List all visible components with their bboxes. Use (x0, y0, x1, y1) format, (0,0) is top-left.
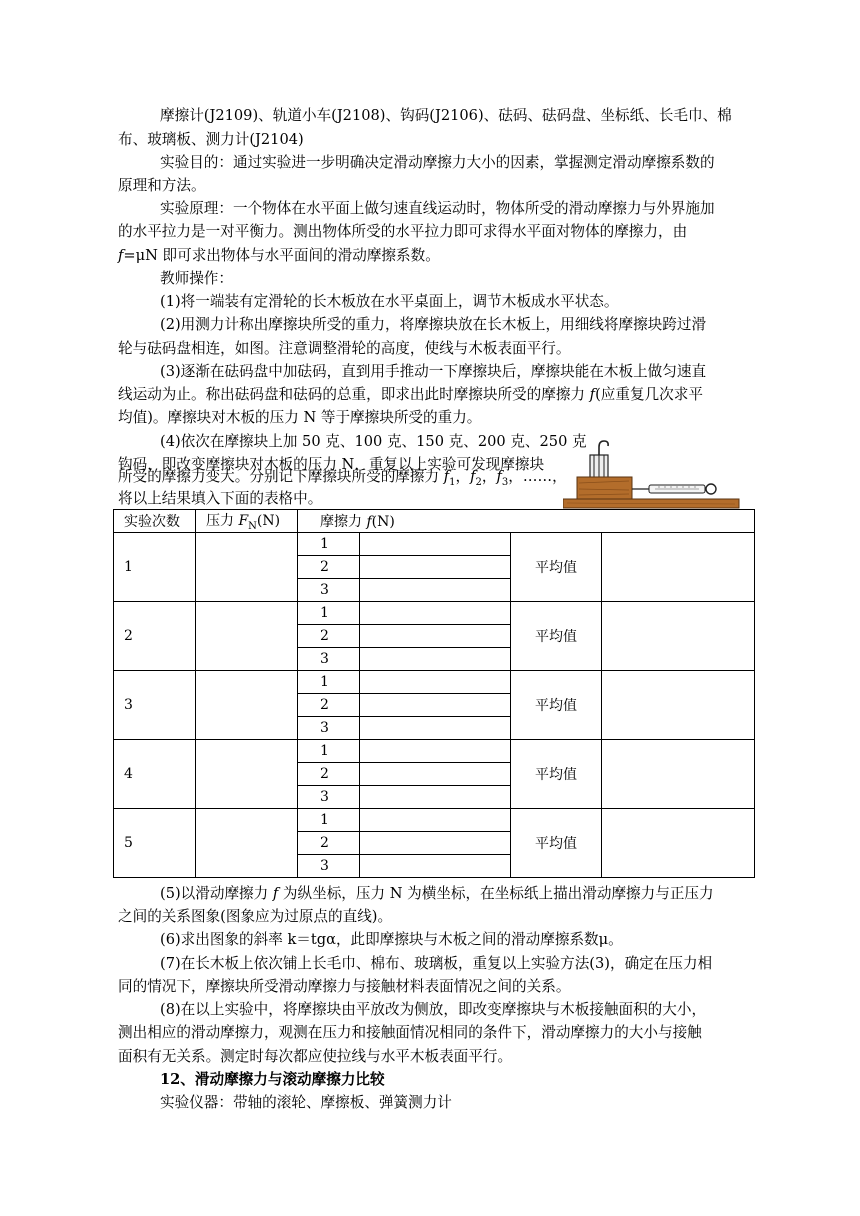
measurement-index: 2 (298, 832, 360, 855)
text-line: 实验目的：通过实验进一步明确决定滑动摩擦力大小的因素，掌握测定滑动摩擦系数的 (160, 154, 715, 171)
text-line: 将以上结果填入下面的表格中。 (118, 490, 323, 507)
trial-number: 2 (114, 602, 196, 671)
text-line: 原理和方法。 (118, 177, 206, 194)
friction-value-cell[interactable] (360, 832, 511, 855)
friction-value-cell[interactable] (360, 671, 511, 694)
measurement-index: 3 (298, 786, 360, 809)
measurement-index: 3 (298, 648, 360, 671)
table-header-row (114, 510, 755, 533)
text-line: (8)在以上实验中，将摩擦块由平放改为侧放，即改变摩擦块与木板接触面积的大小， (160, 1001, 707, 1018)
friction-value-cell[interactable] (360, 740, 511, 763)
average-label: 平均值 (511, 671, 602, 740)
friction-value-cell[interactable] (360, 763, 511, 786)
data-table (113, 509, 755, 878)
measurement-index: 2 (298, 763, 360, 786)
friction-value-cell[interactable] (360, 717, 511, 740)
text-line: 测出相应的滑动摩擦力，观测在压力和接触面情况相同的条件下，滑动摩擦力的大小与接触 (118, 1024, 702, 1041)
table-row (114, 740, 755, 763)
friction-value-cell[interactable] (360, 694, 511, 717)
text-line: (7)在长木板上依次铺上长毛巾、棉布、玻璃板，重复以上实验方法(3)，确定在压力相 (160, 955, 713, 972)
friction-value-cell[interactable] (360, 625, 511, 648)
text-line: (2)用测力计称出摩擦块所受的重力，将摩擦块放在长木板上，用细线将摩擦块跨过滑 (160, 316, 707, 333)
header-trial: 实验次数 (114, 510, 196, 533)
table-row (114, 671, 755, 694)
measurement-index: 2 (298, 556, 360, 579)
average-value-cell[interactable] (602, 809, 755, 878)
text-line: 的水平拉力是一对平衡力。测出物体所受的水平拉力即可求得水平面对物体的摩擦力，由 (118, 223, 688, 240)
text-line: (4)依次在摩擦块上加 50 克、100 克、150 克、200 克、250 克 (160, 433, 587, 450)
text-line: 摩擦计(J2109)、轨道小车(J2108)、钩码(J2106)、砝码、砝码盘、坐标纸、长毛巾、棉 (160, 107, 732, 124)
text-line: f=μN 即可求出物体与水平面间的滑动摩擦系数。 (118, 247, 440, 264)
friction-value-cell[interactable] (360, 579, 511, 602)
trial-number: 3 (114, 671, 196, 740)
pressure-cell[interactable] (196, 602, 298, 671)
measurement-index: 1 (298, 602, 360, 625)
friction-block (577, 477, 632, 499)
friction-value-cell[interactable] (360, 809, 511, 832)
average-label: 平均值 (511, 533, 602, 602)
average-label: 平均值 (511, 809, 602, 878)
average-value-cell[interactable] (602, 671, 755, 740)
text-line: 实验仪器：带轴的滚轮、摩擦板、弹簧测力计 (160, 1094, 452, 1111)
pressure-cell[interactable] (196, 740, 298, 809)
average-label: 平均值 (511, 740, 602, 809)
text-line: (3)逐渐在砝码盘中加砝码，直到用手推动一下摩擦块后，摩擦块能在木板上做匀速直 (160, 363, 707, 380)
friction-value-cell[interactable] (360, 556, 511, 579)
table-row (114, 809, 755, 832)
trial-number: 5 (114, 809, 196, 878)
text-line: 钩码，即改变摩擦块对木板的压力 N，重复以上实验可发现摩擦块 (118, 456, 545, 473)
pressure-cell[interactable] (196, 671, 298, 740)
text-line: 面积有无关系。测定时每次都应使拉线与水平木板表面平行。 (118, 1048, 513, 1065)
text-line: 布、玻璃板、测力计(J2104) (118, 131, 304, 148)
ring-icon (706, 484, 716, 494)
apparatus-illustration (563, 437, 741, 509)
text-line: 之间的关系图象(图象应为过原点的直线)。 (118, 908, 393, 925)
header-friction: 摩擦力 f(N) (298, 510, 755, 533)
friction-value-cell[interactable] (360, 786, 511, 809)
friction-value-cell[interactable] (360, 648, 511, 671)
measurement-index: 2 (298, 694, 360, 717)
average-value-cell[interactable] (602, 740, 755, 809)
measurement-index: 1 (298, 740, 360, 763)
text-line: 实验原理：一个物体在水平面上做匀速直线运动时，物体所受的滑动摩擦力与外界施加 (160, 200, 715, 217)
friction-value-cell[interactable] (360, 602, 511, 625)
average-value-cell[interactable] (602, 533, 755, 602)
friction-value-cell[interactable] (360, 533, 511, 556)
trial-number: 4 (114, 740, 196, 809)
text-line: 教师操作： (160, 270, 233, 287)
text-line: (1)将一端装有定滑轮的长木板放在水平桌面上，调节木板成水平状态。 (160, 293, 619, 310)
trial-number: 1 (114, 533, 196, 602)
pressure-cell[interactable] (196, 533, 298, 602)
measurement-index: 1 (298, 809, 360, 832)
pressure-cell[interactable] (196, 809, 298, 878)
text-line: 均值)。摩擦块对木板的压力 N 等于摩擦块所受的重力。 (118, 409, 482, 426)
text-line: 所受的摩擦力变大。分别记下摩擦块所受的摩擦力 $f_1$，$f_2$，$f_3$，……， (118, 468, 567, 488)
text-line: 轮与砝码盘相连，如图。注意调整滑轮的高度，使线与木板表面平行。 (118, 340, 571, 357)
text-line: (5)以滑动摩擦力 f 为纵坐标，压力 N 为横坐标，在坐标纸上描出滑动摩擦力与正压力 (160, 885, 714, 902)
text-line: 线运动为止。称出砝码盘和砝码的总重，即求出此时摩擦块所受的摩擦力 f(应重复几次求平 (118, 386, 703, 403)
average-value-cell[interactable] (602, 602, 755, 671)
average-label: 平均值 (511, 602, 602, 671)
measurement-index: 2 (298, 625, 360, 648)
hook-icon (599, 441, 608, 455)
measurement-index: 1 (298, 533, 360, 556)
table-row (114, 533, 755, 556)
section-heading: 12、滑动摩擦力与滚动摩擦力比较 (160, 1071, 385, 1088)
measurement-index: 3 (298, 855, 360, 878)
measurement-index: 3 (298, 579, 360, 602)
text-line: (6)求出图象的斜率 k＝tgα，此即摩擦块与木板之间的滑动摩擦系数μ。 (160, 931, 623, 948)
text-line: 同的情况下，摩擦块所受滑动摩擦力与接触材料表面情况之间的关系。 (118, 978, 571, 995)
measurement-index: 3 (298, 717, 360, 740)
friction-value-cell[interactable] (360, 855, 511, 878)
header-pressure: 压力 $F_N(N)$ (196, 510, 298, 533)
table-row (114, 602, 755, 625)
measurement-index: 1 (298, 671, 360, 694)
